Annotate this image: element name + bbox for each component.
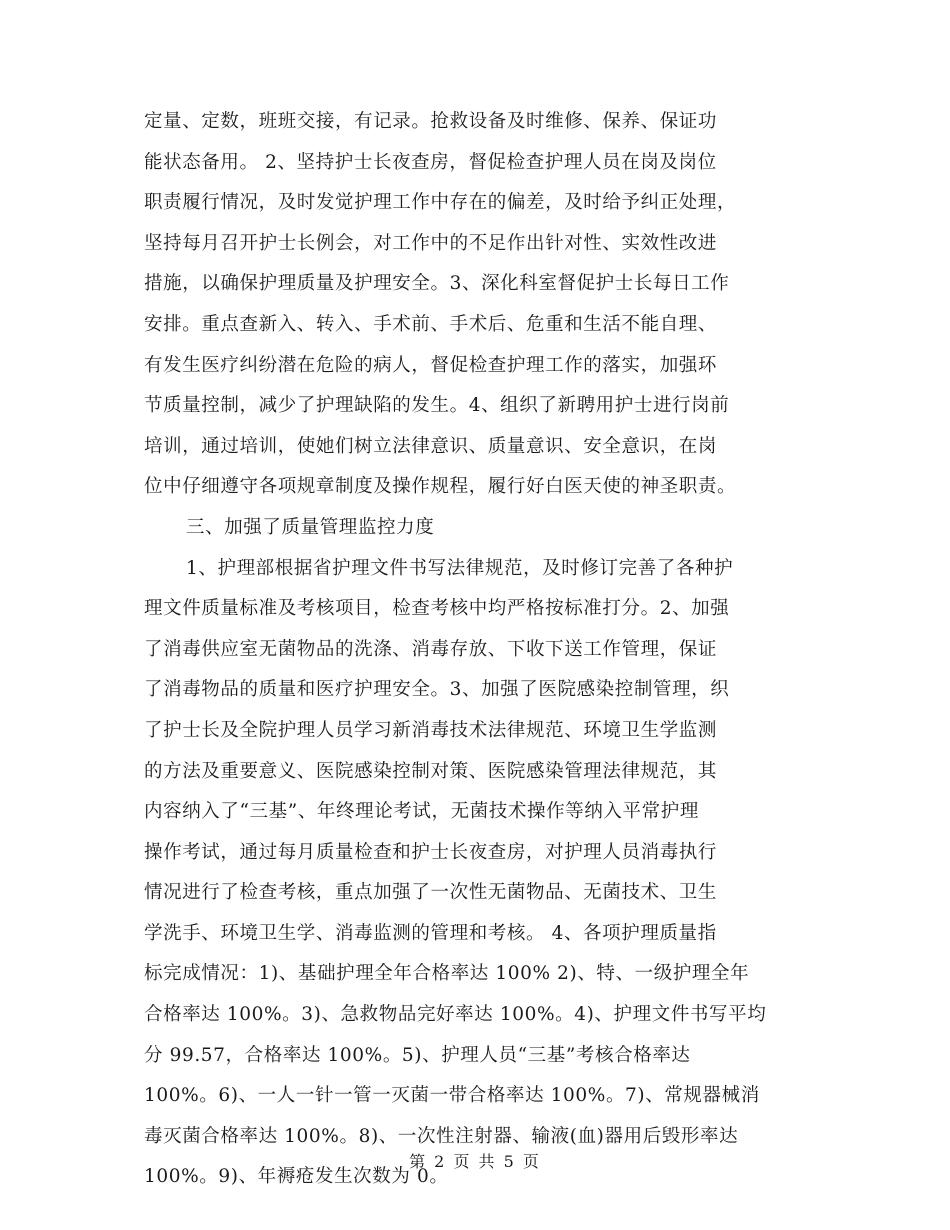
text-line: 了消毒供应室无菌物品的洗涤、消毒存放、下收下送工作管理，保证 (144, 638, 718, 660)
text-line: 坚持每月召开护士长例会，对工作中的不足作出针对性、实效性改进 (144, 232, 718, 254)
text-line: 安排。重点查新入、转入、手术前、手术后、危重和生活不能自理、 (144, 313, 718, 335)
text-line: 理文件质量标准及考核项目，检查考核中均严格按标准打分。2、加强 (144, 598, 730, 620)
text-line: 分 99.57，合格率达 100%。5)、护理人员“三基”考核合格率达 (144, 1044, 691, 1066)
page-number-footer: 第 2 页 共 5 页 (409, 1152, 541, 1171)
text-line: 有发生医疗纠纷潜在危险的病人，督促检查护理工作的落实，加强环 (144, 354, 718, 376)
text-line: 措施，以确保护理质量及护理安全。3、深化科室督促护士长每日工作 (144, 273, 730, 295)
text-line: 了护士长及全院护理人员学习新消毒技术法律规范、环境卫生学监测 (144, 719, 718, 741)
text-line: 能状态备用。 2、坚持护士长夜查房，督促检查护理人员在岗及岗位 (144, 151, 717, 173)
text-line: 职责履行情况，及时发觉护理工作中存在的偏差，及时给予纠正处理， (144, 192, 737, 214)
text-line: 100%。6)、一人一针一管一灭菌一带合格率达 100%。7)、常规器械消 (144, 1085, 760, 1107)
document-body (144, 102, 816, 1198)
text-line: 位中仔细遵守各项规章制度及操作规程，履行好白医天使的神圣职责。 (144, 476, 737, 498)
text-line: 情况进行了检查考核，重点加强了一次性无菌物品、无菌技术、卫生 (144, 882, 718, 904)
text-line: 三、加强了质量管理监控力度 (186, 516, 435, 538)
text-line: 培训，通过培训，使她们树立法律意识、质量意识、安全意识，在岗 (144, 435, 718, 457)
text-line: 毒灭菌合格率达 100%。8)、一次性注射器、输液(血)器用后毁形率达 (144, 1125, 739, 1147)
text-line: 100%。9)、年褥疮发生次数为 0。 (144, 1166, 449, 1188)
text-line: 的方法及重要意义、医院感染控制对策、医院感染管理法律规范，其 (144, 760, 718, 782)
text-line: 学洗手、环境卫生学、消毒监测的管理和考核。 4、各项护理质量指 (144, 922, 717, 944)
text-line: 节质量控制，减少了护理缺陷的发生。4、组织了新聘用护士进行岗前 (144, 395, 730, 417)
text-line: 定量、定数，班班交接，有记录。抢救设备及时维修、保养、保证功 (144, 111, 718, 132)
text-line: 操作考试，通过每月质量检查和护士长夜查房，对护理人员消毒执行 (144, 841, 718, 863)
text-line: 标完成情况：1)、基础护理全年合格率达 100% 2)、特、一级护理全年 (144, 963, 750, 985)
text-line: 了消毒物品的质量和医疗护理安全。3、加强了医院感染控制管理，织 (144, 679, 730, 701)
text-line: 内容纳入了“三基”、年终理论考试，无菌技术操作等纳入平常护理 (144, 801, 699, 823)
text-line: 1、护理部根据省护理文件书写法律规范，及时修订完善了各种护 (186, 557, 734, 579)
text-line: 合格率达 100%。3)、急救物品完好率达 100%。4)、护理文件书写平均 (144, 1004, 767, 1026)
